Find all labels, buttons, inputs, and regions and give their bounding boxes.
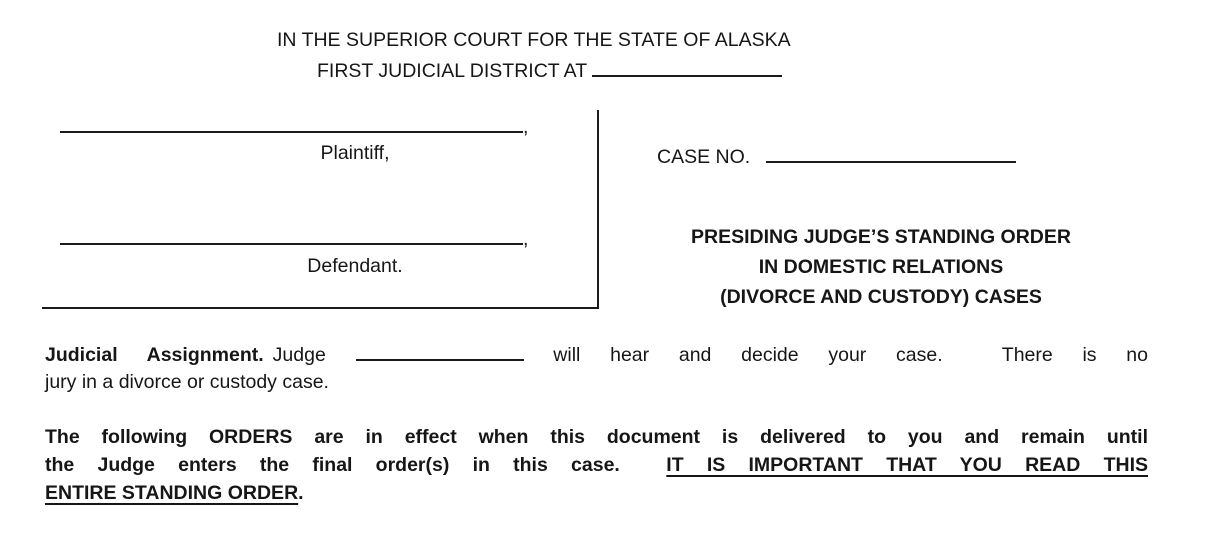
plaintiff-name-blank — [60, 111, 523, 133]
court-header-line1: IN THE SUPERIOR COURT FOR THE STATE OF ALASKA — [277, 29, 791, 51]
orders-line3 — [45, 479, 1148, 507]
defendant-name-row — [60, 223, 528, 251]
plaintiff-comma: , — [523, 116, 529, 138]
document-title — [620, 222, 1142, 312]
plaintiff-label: Plaintiff, — [320, 142, 390, 164]
orders-line2-underlined: IT IS IMPORTANT THAT YOU READ THIS — [666, 454, 1148, 476]
defendant-name-blank — [60, 223, 523, 245]
judicial-assignment-after-blank: will hear and decide your case. There is no — [523, 344, 1148, 366]
district-blank-line — [592, 55, 782, 77]
judge-name-blank — [356, 339, 524, 361]
court-header-line2-text: FIRST JUDICIAL DISTRICT AT — [317, 60, 593, 82]
orders-paragraph — [45, 423, 1148, 507]
orders-line2 — [45, 451, 1148, 479]
judicial-assignment-lead: Judicial Assignment. — [45, 344, 264, 366]
defendant-label: Defendant. — [307, 255, 403, 277]
judicial-assignment-before-blank: Judge — [272, 344, 356, 366]
document-title-line3: (DIVORCE AND CUSTODY) CASES — [720, 286, 1042, 308]
judicial-assignment-line1 — [45, 339, 1148, 369]
orders-line3-period: . — [298, 482, 304, 504]
case-number-label: CASE NO. — [657, 146, 756, 168]
orders-line2-normal: the Judge enters the final order(s) in this case. — [45, 454, 667, 476]
caption-box-border — [42, 110, 599, 309]
document-title-line1: PRESIDING JUDGE’S STANDING ORDER — [691, 226, 1071, 248]
document-title-line2: IN DOMESTIC RELATIONS — [758, 256, 1004, 278]
case-number-blank — [766, 141, 1016, 163]
plaintiff-name-row — [60, 111, 528, 139]
case-number-row — [657, 141, 1016, 169]
court-header-line2 — [317, 55, 782, 83]
defendant-comma: , — [523, 228, 529, 250]
judicial-assignment-paragraph — [45, 339, 1148, 396]
orders-line3-underlined: ENTIRE STANDING ORDER — [45, 482, 299, 504]
judicial-assignment-line2: jury in a divorce or custody case. — [45, 371, 329, 393]
orders-line1: The following ORDERS are in effect when this document is delivered to you and remain until — [45, 426, 1148, 448]
